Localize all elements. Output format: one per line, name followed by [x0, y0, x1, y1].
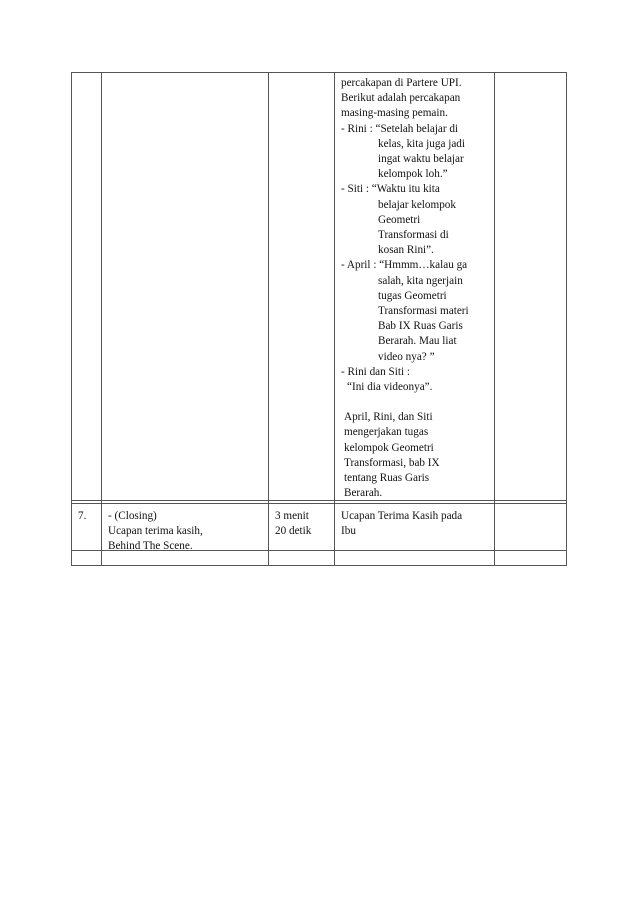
dialogue-line: ingat waktu belajar: [378, 153, 464, 166]
narration-line: Berarah.: [344, 487, 383, 500]
column-border: [71, 72, 72, 566]
duration-line: 3 menit: [275, 510, 309, 522]
column-border: [494, 72, 495, 566]
dialogue-rini-lead: - Rini : “Setelah belajar di: [341, 122, 459, 135]
text-line: masing-masing pemain.: [341, 107, 448, 120]
scene-line: Behind The Scene.: [108, 540, 193, 553]
row-separator: [71, 500, 567, 501]
dialogue-quote: “Ini dia videonya”.: [347, 381, 433, 394]
text-line: Berikut adalah percakapan: [341, 92, 461, 105]
dialogue-line: Transformasi di: [378, 229, 449, 242]
dialogue-line: Bab IX Ruas Garis: [378, 320, 463, 333]
text-line: percakapan di Partere UPI.: [341, 77, 462, 89]
dialogue-line: kelompok loh.”: [378, 168, 448, 181]
dialogue-siti-lead: - Siti : “Waktu itu kita: [341, 183, 440, 196]
table-bottom-border: [71, 565, 567, 566]
row7-duration-cell: [275, 509, 311, 539]
row6-description-cell: [341, 76, 469, 501]
narration-line: mengerjakan tugas: [344, 426, 429, 439]
dialogue-line: salah, kita ngerjain: [378, 274, 463, 287]
scene-line: Ucapan terima kasih,: [108, 525, 203, 538]
dialogue-april-lead: - April : “Hmmm…kalau ga: [341, 259, 468, 272]
dialogue-line: Berarah. Mau liat: [378, 335, 457, 348]
column-border: [268, 72, 269, 566]
dialogue-line: video nya? ”: [378, 350, 435, 363]
narration-line: Transformasi, bab IX: [344, 456, 440, 469]
description-line: Ucapan Terima Kasih pada: [341, 510, 463, 522]
column-border: [334, 72, 335, 566]
narration-line: kelompok Geometri: [344, 441, 434, 454]
description-line: Ibu: [341, 525, 356, 538]
dialogue-line: kosan Rini”.: [378, 244, 434, 257]
table-top-border: [71, 72, 567, 73]
dialogue-line: Transformasi materi: [378, 305, 469, 318]
dialogue-rini-siti-lead: - Rini dan Siti :: [341, 365, 410, 378]
column-border: [101, 72, 102, 566]
narration-line: April, Rini, dan Siti: [344, 411, 433, 424]
row7-scene-cell: [108, 509, 203, 555]
dialogue-line: tugas Geometri: [378, 289, 447, 302]
scene-line: - (Closing): [108, 510, 157, 522]
duration-line: 20 detik: [275, 525, 312, 538]
dialogue-line: Geometri: [378, 213, 421, 226]
narration-line: tentang Ruas Garis: [344, 472, 430, 485]
dialogue-line: belajar kelompok: [378, 198, 456, 211]
column-border: [566, 72, 567, 566]
row7-number: 7.: [78, 510, 87, 522]
row7-description-cell: [341, 509, 462, 539]
row-separator: [71, 503, 567, 504]
dialogue-line: kelas, kita juga jadi: [378, 137, 465, 150]
